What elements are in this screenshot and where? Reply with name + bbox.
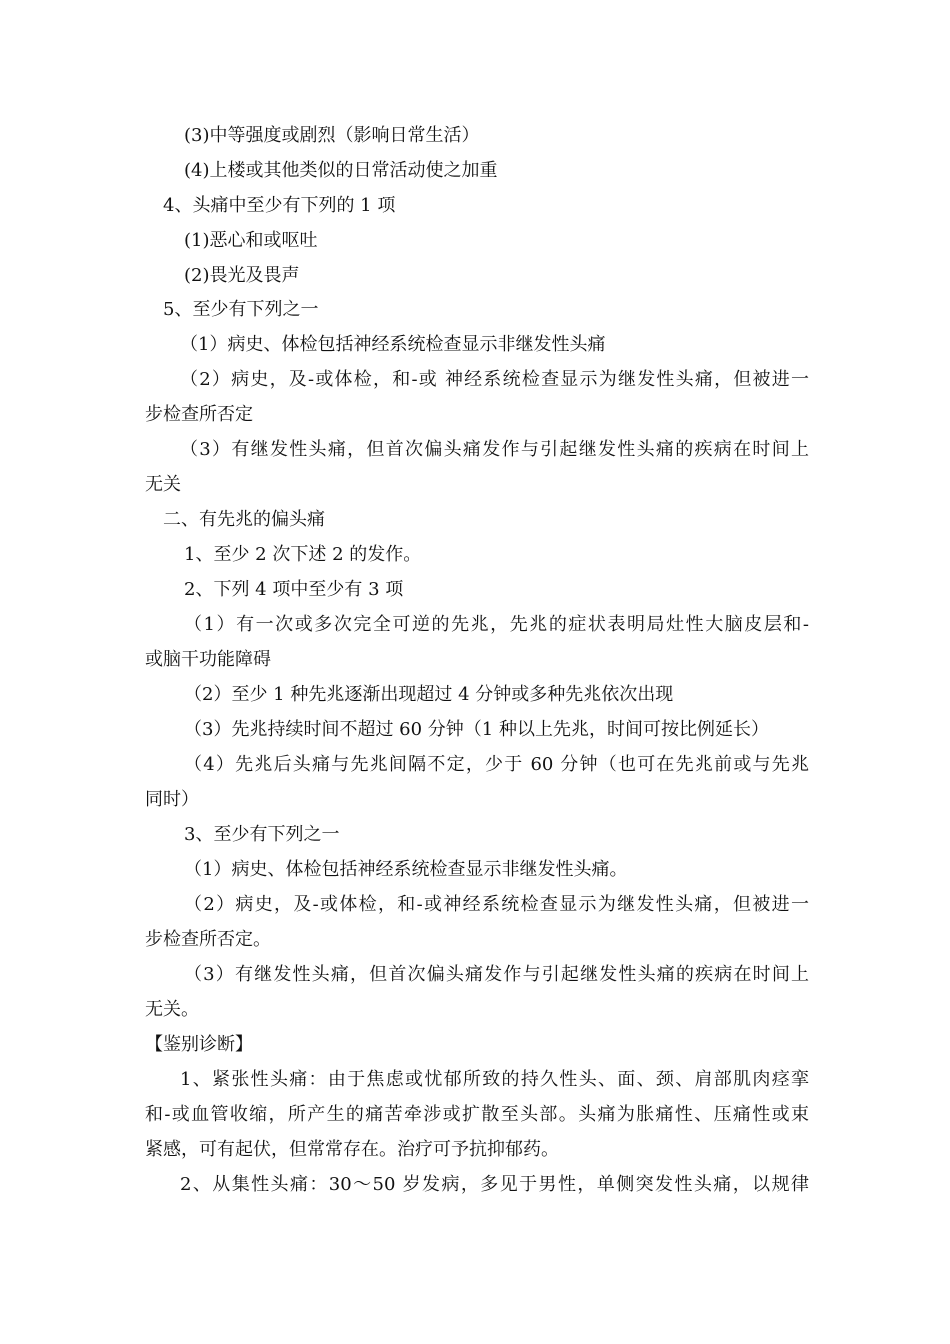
text-line: （2）病史，及-或体检，和-或 神经系统检查显示为继发性头痛，但被进一 bbox=[180, 369, 809, 390]
text-line: 4、头痛中至少有下列的 1 项 bbox=[163, 195, 396, 216]
text-line: （1）病史、体检包括神经系统检查显示非继发性头痛。 bbox=[184, 859, 628, 880]
text-line: 同时） bbox=[145, 789, 199, 810]
text-line: （4）先兆后头痛与先兆间隔不定，少于 60 分钟（也可在先兆前或与先兆 bbox=[184, 754, 809, 775]
text-line: 3、至少有下列之一 bbox=[184, 824, 340, 845]
text-line: (2)畏光及畏声 bbox=[184, 265, 300, 286]
text-line: （2）病史，及-或体检，和-或神经系统检查显示为继发性头痛，但被进一 bbox=[184, 894, 809, 915]
text-line: 步检查所否定。 bbox=[145, 929, 271, 950]
text-line: 1、紧张性头痛：由于焦虑或忧郁所致的持久性头、面、颈、肩部肌肉痉挛 bbox=[180, 1069, 809, 1090]
text-line: 2、下列 4 项中至少有 3 项 bbox=[184, 579, 404, 600]
text-line: 紧感，可有起伏，但常常存在。治疗可予抗抑郁药。 bbox=[145, 1139, 559, 1160]
text-line: 步检查所否定 bbox=[145, 404, 253, 425]
text-line: 2、从集性头痛：30～50 岁发病，多见于男性，单侧突发性头痛，以规律 bbox=[180, 1174, 809, 1195]
text-line: （2）至少 1 种先兆逐渐出现超过 4 分钟或多种先兆依次出现 bbox=[184, 684, 674, 705]
section-heading: 二、有先兆的偏头痛 bbox=[163, 509, 325, 530]
text-line: （1）病史、体检包括神经系统检查显示非继发性头痛 bbox=[180, 334, 606, 355]
text-line: （3）有继发性头痛，但首次偏头痛发作与引起继发性头痛的疾病在时间上 bbox=[184, 964, 809, 985]
text-line: (3)中等强度或剧烈（影响日常生活） bbox=[184, 125, 480, 146]
text-line: 或脑干功能障碍 bbox=[145, 649, 271, 670]
text-line: 无关 bbox=[145, 474, 181, 495]
text-line: （1）有一次或多次完全可逆的先兆，先兆的症状表明局灶性大脑皮层和- bbox=[184, 614, 809, 635]
text-line: 无关。 bbox=[145, 999, 199, 1020]
text-line: (4)上楼或其他类似的日常活动使之加重 bbox=[184, 160, 498, 181]
text-line: 1、至少 2 次下述 2 的发作。 bbox=[184, 544, 422, 565]
text-line: (1)恶心和或呕吐 bbox=[184, 230, 318, 251]
text-line: （3）有继发性头痛，但首次偏头痛发作与引起继发性头痛的疾病在时间上 bbox=[180, 439, 809, 460]
text-line: 5、至少有下列之一 bbox=[163, 299, 319, 320]
text-line: （3）先兆持续时间不超过 60 分钟（1 种以上先兆，时间可按比例延长） bbox=[184, 719, 769, 740]
text-line: 和-或血管收缩，所产生的痛苦牵涉或扩散至头部。头痛为胀痛性、压痛性或束 bbox=[145, 1104, 809, 1125]
section-heading: 【鉴别诊断】 bbox=[145, 1034, 253, 1055]
